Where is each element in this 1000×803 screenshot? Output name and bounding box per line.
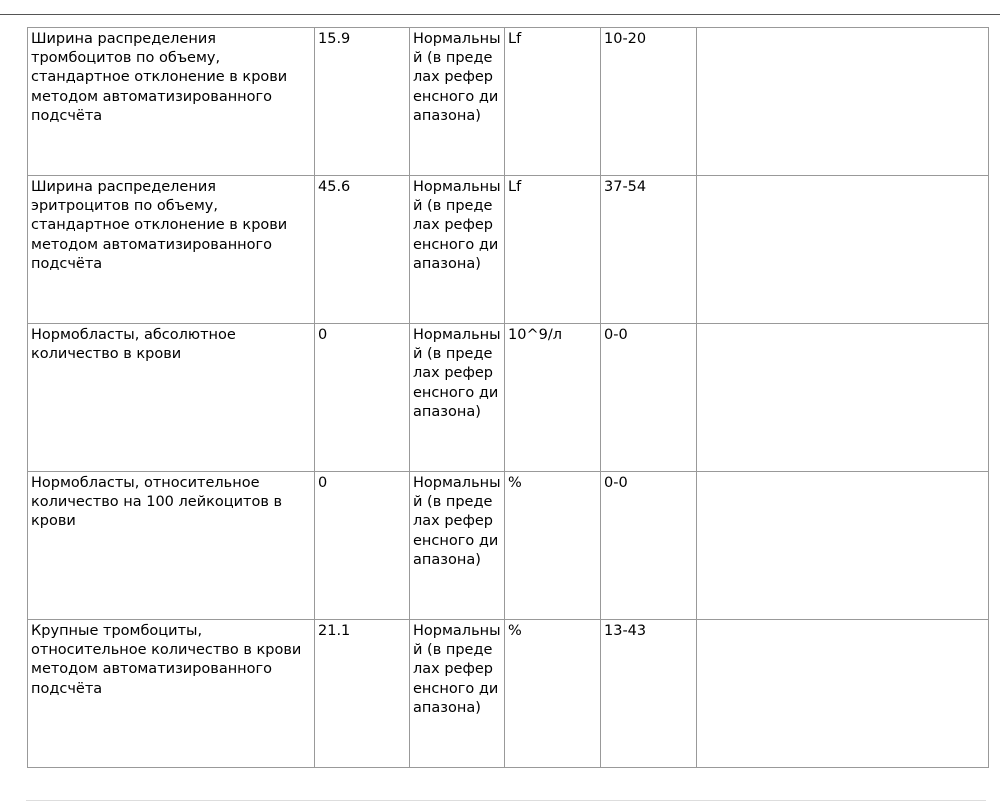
unit-cell: % <box>505 472 601 620</box>
result-flag-cell: Нормальный (в пределах референсного диапазона) <box>410 28 505 176</box>
test-name-cell: Нормобласты, абсолютное количество в крови <box>28 324 315 472</box>
result-flag-cell: Нормальный (в пределах референсного диапазона) <box>410 176 505 324</box>
result-value-cell: 0 <box>315 472 410 620</box>
reference-range-cell: 10-20 <box>601 28 697 176</box>
reference-range-cell: 0-0 <box>601 472 697 620</box>
table-row <box>28 620 989 768</box>
test-name-cell: Крупные тромбоциты, относительное количество в крови методом автоматизированного подсчёта <box>28 620 315 768</box>
table-row <box>28 324 989 472</box>
test-name-cell: Ширина распределения тромбоцитов по объему, стандартное отклонение в крови методом автоматизированного подсчёта <box>28 28 315 176</box>
result-flag-cell: Нормальный (в пределах референсного диапазона) <box>410 324 505 472</box>
note-cell <box>697 28 989 176</box>
note-cell <box>697 620 989 768</box>
result-value-cell: 15.9 <box>315 28 410 176</box>
result-value-cell: 45.6 <box>315 176 410 324</box>
note-cell <box>697 324 989 472</box>
unit-cell: Lf <box>505 28 601 176</box>
result-flag-cell: Нормальный (в пределах референсного диапазона) <box>410 620 505 768</box>
note-cell <box>697 472 989 620</box>
unit-cell: Lf <box>505 176 601 324</box>
table-row <box>28 472 989 620</box>
bottom-divider <box>26 800 986 801</box>
result-value-cell: 0 <box>315 324 410 472</box>
reference-range-cell: 37-54 <box>601 176 697 324</box>
test-name-cell: Нормобласты, относительное количество на 100 лейкоцитов в крови <box>28 472 315 620</box>
reference-range-cell: 0-0 <box>601 324 697 472</box>
unit-cell: % <box>505 620 601 768</box>
result-flag-cell: Нормальный (в пределах референсного диапазона) <box>410 472 505 620</box>
test-name-cell: Ширина распределения эритроцитов по объему, стандартное отклонение в крови методом автоматизированного подсчёта <box>28 176 315 324</box>
unit-cell: 10^9/л <box>505 324 601 472</box>
table-row <box>28 28 989 176</box>
reference-range-cell: 13-43 <box>601 620 697 768</box>
top-divider <box>0 14 1000 15</box>
table-row <box>28 176 989 324</box>
result-value-cell: 21.1 <box>315 620 410 768</box>
lab-results-table <box>27 27 989 768</box>
note-cell <box>697 176 989 324</box>
